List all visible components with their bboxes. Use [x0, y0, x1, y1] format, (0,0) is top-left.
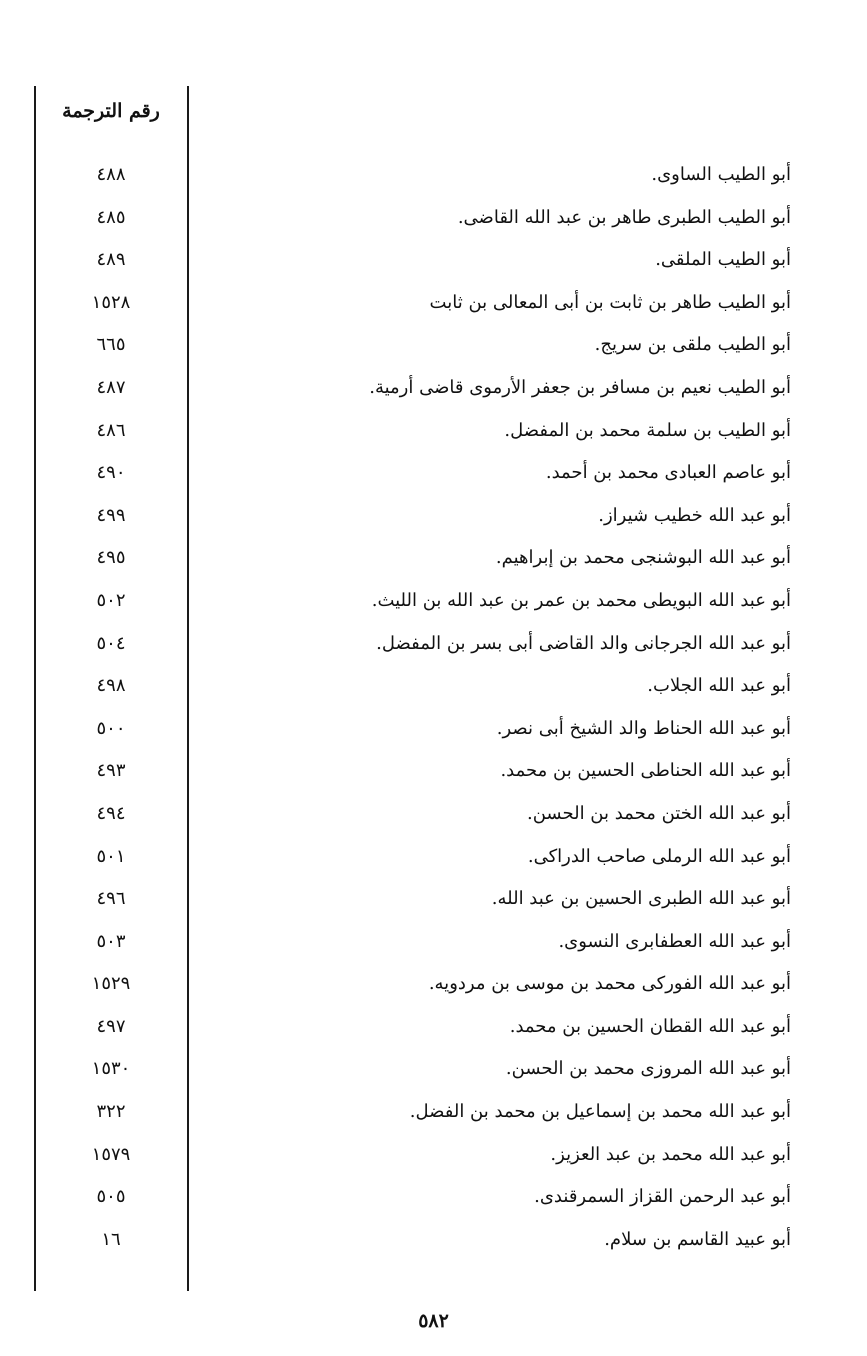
index-entry	[0, 836, 867, 879]
index-entry	[0, 1048, 867, 1091]
entry-number: ٤٩٥	[96, 547, 126, 569]
entry-number: ٣٢٢	[96, 1101, 126, 1123]
index-entry	[0, 324, 867, 367]
entry-name: أبو عبد الله خطيب شيراز.	[598, 504, 791, 526]
index-entry	[0, 878, 867, 921]
entry-number: ٤٨٦	[96, 419, 126, 441]
entry-name: أبو الطيب الملقى.	[655, 249, 791, 271]
entry-name: أبو عبد الله المروزى محمد بن الحسن.	[505, 1058, 791, 1080]
entry-name: أبو الطيب نعيم بن مسافر بن جعفر الأرموى قاضى أرمية.	[369, 376, 791, 398]
entry-number: ١٥٢٩	[91, 973, 131, 995]
entry-number: ٥٠٢	[96, 589, 126, 611]
entry-name: أبو عبد الله الجرجانى والد القاضى أبى بسر بن المفضل.	[376, 632, 791, 654]
index-entry	[0, 623, 867, 666]
entry-name: أبو عاصم العبادى محمد بن أحمد.	[545, 462, 791, 484]
index-entry	[0, 921, 867, 964]
entry-name: أبو الطيب ملقى بن سريج.	[594, 334, 791, 356]
entry-name: أبو عبيد القاسم بن سلام.	[604, 1228, 791, 1250]
entry-name: أبو عبد الله الطبرى الحسين بن عبد الله.	[491, 888, 791, 910]
entry-name: أبو عبد الله الحناط والد الشيخ أبى نصر.	[496, 717, 791, 739]
index-entries	[0, 154, 867, 1261]
entry-name: أبو عبد الله البوشنجى محمد بن إبراهيم.	[495, 547, 791, 569]
index-entry	[0, 452, 867, 495]
entry-number: ١٥٢٨	[91, 291, 131, 313]
entry-name: أبو الطيب طاهر بن ثابت بن أبى المعالى بن ثابت	[429, 291, 791, 313]
entry-number: ٤٨٧	[96, 376, 126, 398]
index-entry	[0, 750, 867, 793]
entry-number: ٥٠٤	[96, 632, 126, 654]
index-entry	[0, 793, 867, 836]
index-entry	[0, 1006, 867, 1049]
entry-number: ٥٠٠	[96, 717, 126, 739]
entry-name: أبو عبد الله الختن محمد بن الحسن.	[526, 802, 791, 824]
entry-name: أبو عبد الله محمد بن إسماعيل بن محمد بن الفضل.	[409, 1101, 791, 1123]
entry-number: ٤٩٣	[96, 760, 126, 782]
index-entry	[0, 708, 867, 751]
index-entry	[0, 197, 867, 240]
entry-name: أبو عبد الله الفوركى محمد بن موسى بن مردويه.	[428, 973, 791, 995]
entry-name: أبو عبد الرحمن القزاز السمرقندى.	[534, 1186, 791, 1208]
entry-number: ٤٩٧	[96, 1015, 126, 1037]
entry-name: أبو عبد الله الجلاب.	[647, 675, 791, 697]
entry-number: ١٥٧٩	[91, 1143, 131, 1165]
entry-name: أبو عبد الله القطان الحسين بن محمد.	[509, 1015, 791, 1037]
index-entry	[0, 1219, 867, 1262]
entry-number: ١٥٣٠	[91, 1058, 131, 1080]
index-entry	[0, 1176, 867, 1219]
entry-name: أبو عبد الله محمد بن عبد العزيز.	[550, 1143, 791, 1165]
entry-number: ١٦	[101, 1228, 121, 1250]
entry-number: ٥٠٥	[96, 1186, 126, 1208]
index-entry	[0, 537, 867, 580]
index-entry	[0, 1091, 867, 1134]
entry-number: ٤٩٩	[96, 504, 126, 526]
entry-number: ٥٠٣	[96, 930, 126, 952]
entry-number: ٥٠١	[96, 845, 126, 867]
entry-number: ٤٩٨	[96, 675, 126, 697]
index-entry	[0, 665, 867, 708]
entry-name: أبو عبد الله البويطى محمد بن عمر بن عبد الله بن الليث.	[371, 589, 791, 611]
entry-number: ٤٨٨	[96, 164, 126, 185]
index-entry	[0, 367, 867, 410]
entry-number: ٤٩٦	[96, 888, 126, 910]
entry-name: أبو عبد الله الرملى صاحب الدراكى.	[527, 845, 791, 867]
index-entry	[0, 580, 867, 623]
entry-number: ٤٨٥	[96, 206, 126, 228]
entry-number: ٤٩٠	[96, 462, 126, 484]
column-header: رقم الترجمة	[62, 100, 160, 122]
index-entry	[0, 495, 867, 538]
entry-number: ٦٦٥	[96, 334, 126, 356]
entry-name: أبو عبد الله الحناطى الحسين بن محمد.	[500, 760, 791, 782]
index-entry	[0, 154, 867, 197]
entry-number: ٤٨٩	[96, 249, 126, 271]
entry-name: أبو عبد الله العطفابرى النسوى.	[558, 930, 791, 952]
index-entry	[0, 963, 867, 1006]
index-entry	[0, 239, 867, 282]
entry-number: ٤٩٤	[96, 802, 126, 824]
index-entry	[0, 1134, 867, 1177]
entry-name: أبو الطيب بن سلمة محمد بن المفضل.	[504, 419, 791, 441]
page-number: ٥٨٢	[418, 1310, 449, 1332]
entry-name: أبو الطيب الساوى.	[651, 164, 791, 185]
entry-name: أبو الطيب الطبرى طاهر بن عبد الله القاضى.	[457, 206, 791, 228]
index-entry	[0, 282, 867, 325]
index-entry	[0, 410, 867, 453]
